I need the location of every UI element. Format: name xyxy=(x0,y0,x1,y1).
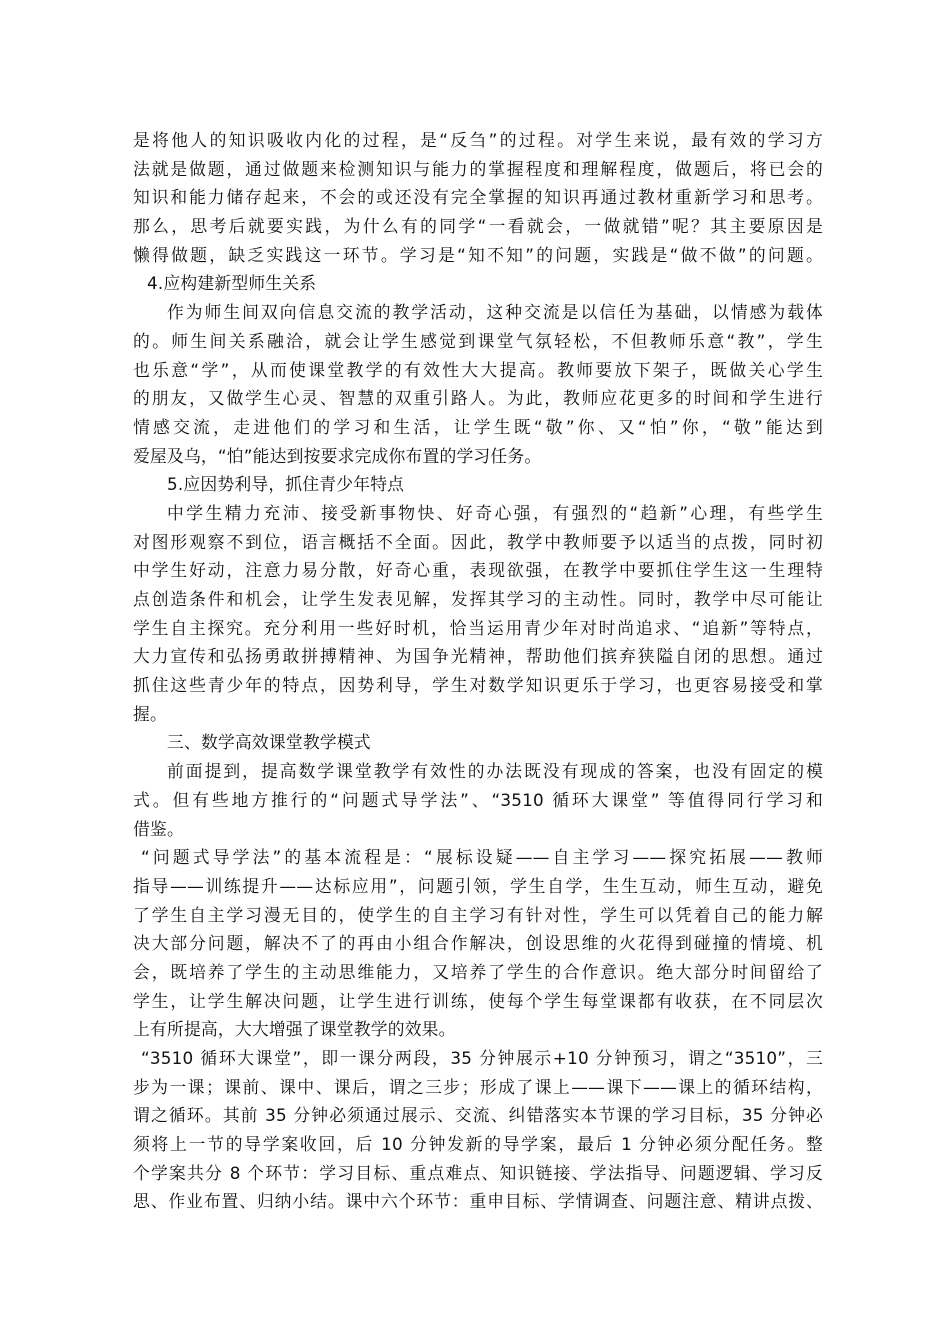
paragraph-start: 中学生精力充沛、接受新事物快、好奇心强，有强烈的“趋新”心理，有些学生 xyxy=(167,502,823,523)
text-line: 点创造条件和机会，让学生发表见解，发挥其学习的主动性。同时，教学中尽可能让 xyxy=(133,589,823,609)
text-line: 懒得做题，缺乏实践这一环节。学习是“知不知”的问题，实践是“做不做”的问题。 xyxy=(133,244,823,265)
section-heading: 5.应因势利导，抓住青少年特点 xyxy=(167,474,405,495)
text-line: 式。但有些地方推行的“问题式导学法”、“3510 循环大课堂” 等值得同行学习和 xyxy=(133,789,823,810)
text-line: 个学案共分 8 个环节：学习目标、重点难点、知识链接、学法指导、问题逻辑、学习反 xyxy=(133,1162,823,1183)
text-line: 会，既培养了学生的主动思维能力，又培养了学生的合作意识。绝大部分时间留给了 xyxy=(133,961,823,982)
paragraph-start: 前面提到，提高数学课堂教学有效性的办法既没有现成的答案，也没有固定的模 xyxy=(167,761,823,782)
text-line: 决大部分问题，解决不了的再由小组合作解决，创设思维的火花得到碰撞的情境、机 xyxy=(133,933,823,954)
paragraph-start: 作为师生间双向信息交流的教学活动，这种交流是以信任为基础，以情感为载体 xyxy=(167,302,823,323)
text-line: 那么，思考后就要实践，为什么有的同学“一看就会，一做就错”呢？其主要原因是 xyxy=(133,216,823,237)
text-line: 知识和能力储存起来，不会的或还没有完全掌握的知识再通过教材重新学习和思考。 xyxy=(133,187,823,208)
text-line: 学生，让学生解决问题，让学生进行训练，使每个学生每堂课都有收获，在不同层次 xyxy=(133,990,823,1011)
section-heading: 4.应构建新型师生关系 xyxy=(147,273,317,294)
section-heading: 三、数学高效课堂教学模式 xyxy=(167,732,371,753)
text-line: 也乐意“学”，从而使课堂教学的有效性大大提高。教师要放下架子，既做关心学生 xyxy=(133,359,823,380)
text-line: 须将上一节的导学案收回，后 10 分钟发新的导学案，最后 1 分钟必须分配任务。整 xyxy=(133,1134,823,1155)
text-line: 情感交流，走进他们的学习和生活，让学生既“敬”你、又“怕”你，“敬”能达到 xyxy=(133,416,823,437)
text-line: 的。师生间关系融洽，就会让学生感觉到课堂气氛轻松，不但教师乐意“教”，学生 xyxy=(133,330,823,351)
text-line: 借鉴。 xyxy=(133,818,184,839)
text-line: 步为一课；课前、课中、课后，谓之三步；形成了课上——课下——课上的循环结构， xyxy=(133,1076,823,1097)
document-body xyxy=(133,126,823,1216)
paragraph-start: “问题式导学法”的基本流程是：“展标设疑——自主学习——探究拓展——教师 xyxy=(141,847,823,868)
text-line: 指导——训练提升——达标应用”，问题引领，学生自学，生生互动，师生互动，避免 xyxy=(133,875,823,896)
text-line: 上有所提高，大大增强了课堂教学的效果。 xyxy=(133,1019,456,1040)
text-line: 法就是做题，通过做题来检测知识与能力的掌握程度和理解程度，做题后，将已会的 xyxy=(133,158,823,179)
text-line: 中学生好动，注意力易分散，好奇心重，表现欲强，在教学中要抓住学生这一生理特 xyxy=(133,560,823,581)
text-line: 握。 xyxy=(133,703,167,724)
paragraph-start: “3510 循环大课堂”，即一课分两段，35 分钟展示+10 分钟预习，谓之“3510”，三 xyxy=(141,1048,823,1068)
text-line: 对图形观察不到位，语言概括不全面。因此，教学中教师要予以适当的点拨，同时初 xyxy=(133,531,823,552)
text-line: 是将他人的知识吸收内化的过程，是“反刍”的过程。对学生来说，最有效的学习方 xyxy=(133,130,823,150)
text-line: 思、作业布置、归纳小结。课中六个环节：重申目标、学情调查、问题注意、精讲点拨、 xyxy=(133,1191,823,1212)
text-line: 学生自主探究。充分利用一些好时机，恰当运用青少年对时尚追求、“追新”等特点， xyxy=(133,617,823,638)
text-line: 抓住这些青少年的特点，因势利导，学生对数学知识更乐于学习，也更容易接受和掌 xyxy=(133,675,823,696)
text-line: 大力宣传和弘扬勇敢拼搏精神、为国争光精神，帮助他们摈弃狭隘自闭的思想。通过 xyxy=(133,646,823,667)
text-line: 谓之循环。其前 35 分钟必须通过展示、交流、纠错落实本节课的学习目标，35 分钟必 xyxy=(133,1105,823,1126)
text-line: 爱屋及乌，“怕”能达到按要求完成你布置的学习任务。 xyxy=(133,445,542,466)
text-line: 的朋友，又做学生心灵、智慧的双重引路人。为此，教师应花更多的时间和学生进行 xyxy=(133,388,823,409)
text-line: 了学生自主学习漫无目的，使学生的自主学习有针对性，学生可以凭着自己的能力解 xyxy=(133,904,823,925)
